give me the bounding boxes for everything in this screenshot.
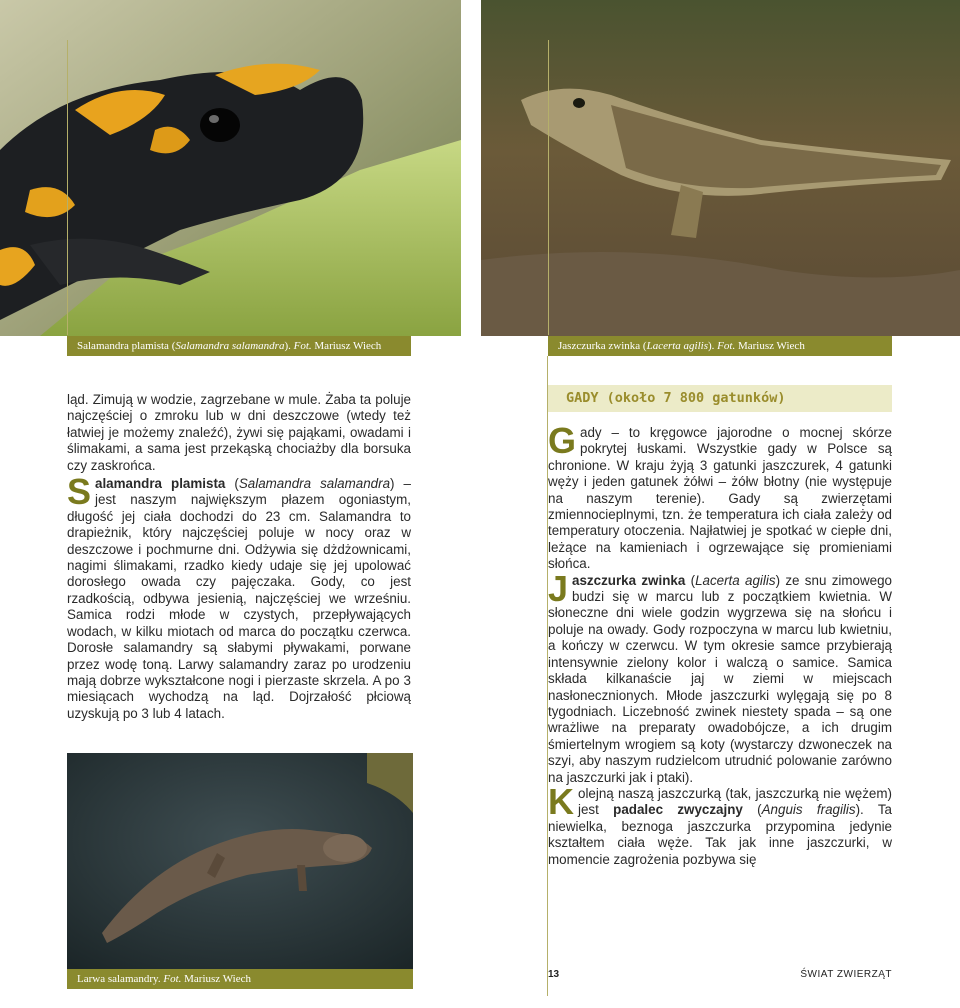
left-column-rule (67, 40, 68, 335)
right-column-text (548, 420, 892, 868)
caption-larva: Larwa salamandry. Fot. Mariusz Wiech (67, 969, 413, 989)
left-column-text (67, 392, 411, 722)
dropcap-j: J (548, 567, 569, 609)
dropcap-g: G (548, 420, 577, 461)
page-number: 13 (548, 969, 560, 980)
dropcap-k: K (548, 780, 574, 822)
right-column-rule (548, 40, 549, 335)
intro-paragraph: ląd. Zimują w wodzie, zagrzebane w mule. Żaba ta poluje najczęściej o zmroku lub w dni deszczowe (wtedy też łatwiej je możemy znaleźć), żywi się pająkami, owadami i ślimakami, a sama jest przekąską chociażby dla borsuka czy zaskrońca. (67, 392, 411, 473)
caption-lizard: Jaszczurka zwinka (Lacerta agilis). Fot. Mariusz Wiech (548, 336, 892, 356)
section-heading-gady: GADY (około 7 800 gatunków) (548, 385, 892, 412)
magazine-title: ŚWIAT ZWIERZĄT (800, 969, 892, 980)
padalec-paragraph: Kolejną naszą jaszczurką (tak, jaszczurką nie wężem) jest padalec zwyczajny (Anguis fragilis). Ta niewielka, beznoga jaszczurka przypomina jedynie kształtem ciała węże. Tak jak inne jaszczurki, w momencie zagrożenia pozbywa się (548, 780, 892, 867)
photo-sand-lizard (481, 0, 960, 336)
salamander-paragraph: Salamandra plamista (Salamandra salamandra) – jest naszym największym płazem ogoniastym, długość jej ciała dochodzi do 23 cm. Salamandra to drapieżnik, który najczęściej poluje w nocy oraz w deszczowe i pochmurne dni. Odżywia się dżdżownicami, nagimi ślimakami, rzadko kiedy udaje się jej upolować dorosłego owada czy pajęczaka. Gody, co jest rzadkością, odbywa jesienią, najczęściej we wrześniu. Samica rodzi młode w czystych, przepływających wodach, w kilku miotach od marca do początku czerwca. Dorosłe salamandry są słabymi pływakami, porwane przez wodę toną. Larwy salamandry zaraz po urodzeniu mają dobrze wykształcone nogi i pierzaste skrzela. A po 3 miesiącach wychodzą na ląd. Dojrzałość płciową uzyskują po 3 lub 4 latach. (67, 471, 411, 721)
photo-salamander-larva (67, 753, 413, 969)
gady-paragraph: Gady – to kręgowce jajorodne o mocnej skórze pokrytej łuskami. Wszystkie gady w Polsce są chronione. W kraju żyją 3 gatunki jaszczurek, 4 gatunki węży i jeden gatunek żółwi – żółw błotny (nie występuje na naszym terenie). Gady są zwierzętami zmiennocieplnymi, tzn. że temperatura ich ciała zależy od temperatury otoczenia. Najłatwiej je spotkać w ciepłe dni, leżące na kamieniach i ogrzewające się promieniami słońca. (548, 420, 892, 572)
dropcap-s: S (67, 471, 92, 513)
photo-fire-salamander (0, 0, 461, 336)
caption-salamander: Salamandra plamista (Salamandra salamandra). Fot. Mariusz Wiech (67, 336, 411, 356)
zwinka-paragraph: Jaszczurka zwinka (Lacerta agilis) ze snu zimowego budzi się w marcu lub z początkiem kwietnia. W słoneczne dni wiele godzin wygrzewa się na słońcu i poluje na owady. Gody rozpoczyna w marcu lub kwietniu, a kończy w czerwcu. W tym okresie samce przybierają intensywnie zielony kolor i walczą o samice. Samica składa kilkanaście jaj w ziemi w miejscach nasłonecznionych. Młode jaszczurki wylęgają się po 8 tygodniach. Liczebność zwinek niestety spada – są one wrażliwe na preparaty owadobójcze, a ich drugim śmiertelnym wrogiem są koty (wystarczy dzwoneczek na szyi, aby naszym rudzielcom utrudnić polowanie zarówno na jaszczurki jak i ptaki). (548, 567, 892, 785)
